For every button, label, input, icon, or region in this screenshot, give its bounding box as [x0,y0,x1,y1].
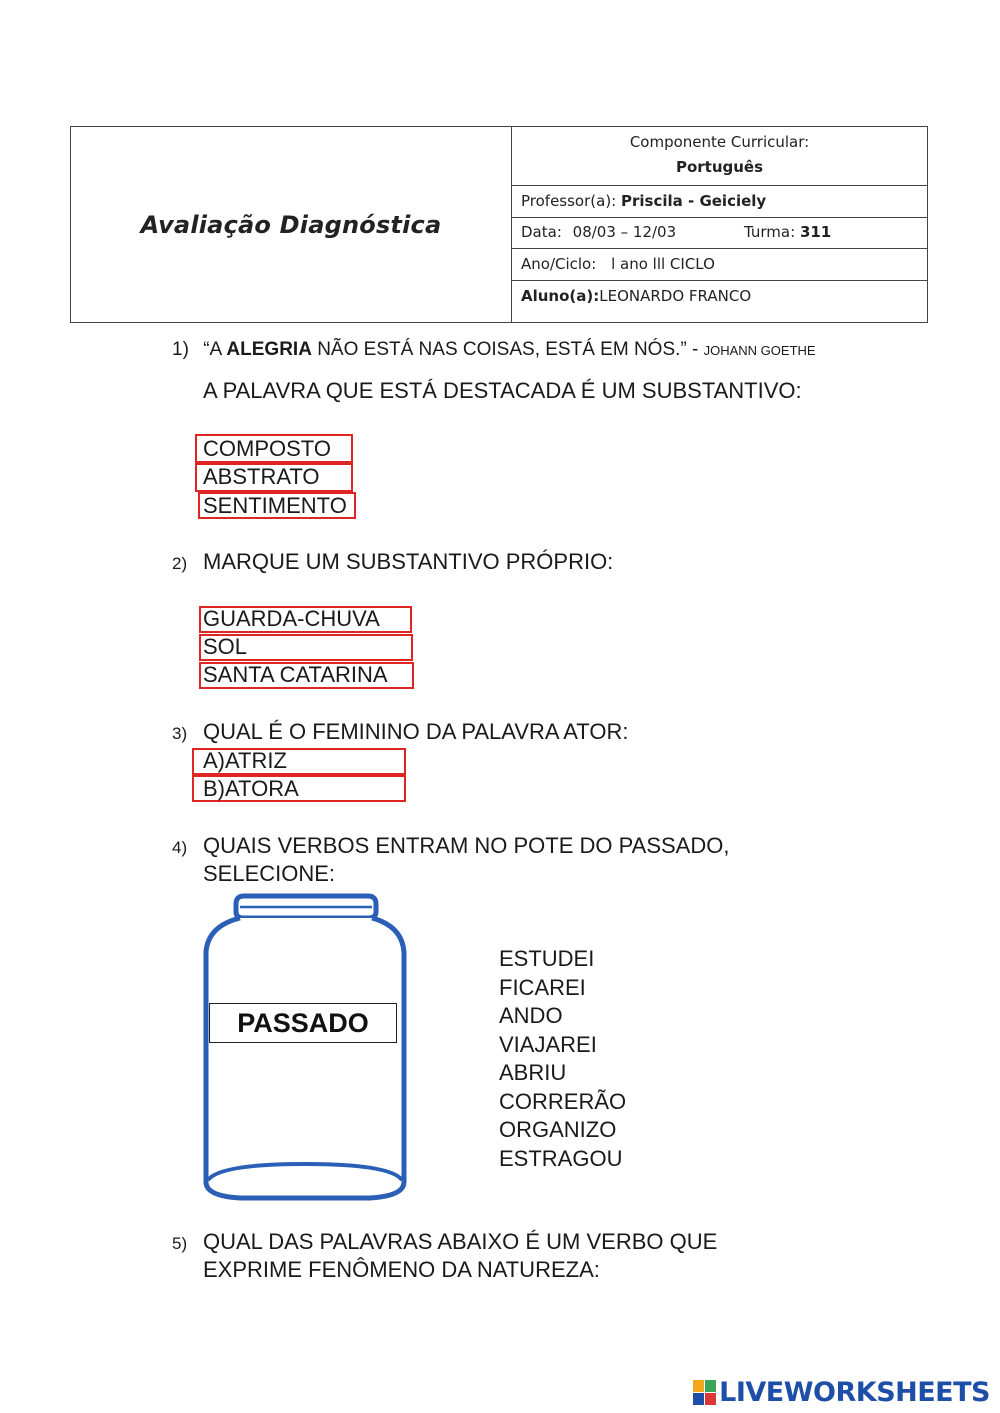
q1-author: JOHANN GOETHE [703,343,816,358]
verb-word[interactable]: ANDO [499,1003,563,1028]
turma-value: 311 [799,223,832,241]
aluno-cell [512,281,927,322]
q2-prompt: MARQUE UM SUBSTANTIVO PRÓPRIO: [203,549,614,574]
q1-dash: - [686,339,704,360]
q3-option-1: A)ATRIZ [203,748,287,773]
q4-prompt-line2: SELECIONE: [203,861,336,886]
verb-word-list [499,945,626,1173]
title-cell [71,127,512,322]
q2-option-2: SOL [203,634,248,659]
q1-option-1: COMPOSTO [203,436,331,461]
q1-prompt: A PALAVRA QUE ESTÁ DESTACADA É UM SUBSTANTIVO: [203,378,802,403]
q5-prompt-line2: EXPRIME FENÔMENO DA NATUREZA: [203,1257,600,1282]
ano-cell [512,249,927,281]
jar-label: PASSADO [237,1007,369,1038]
q1-quote-end: NÃO ESTÁ NAS COISAS, ESTÁ EM NÓS.” [311,339,687,360]
verb-word[interactable]: ORGANIZO [499,1117,617,1142]
q2-option-1: GUARDA-CHUVA [203,606,380,631]
page-title: Avaliação Diagnóstica [140,210,442,239]
componente-cell [512,127,927,186]
data-value: 08/03 – 12/03 [572,223,677,241]
verb-word[interactable]: FICAREI [499,974,586,1000]
q3-number: 3) [172,724,188,743]
professor-label: Professor(a): [521,192,617,210]
componente-value: Português [675,158,764,176]
verb-word[interactable]: ESTRAGOU [499,1145,623,1171]
ano-value: l ano lll CICLO [611,255,715,273]
q4-number: 4) [172,838,188,857]
q1-quote-bold: ALEGRIA [226,339,312,360]
q1-option-2: ABSTRATO [203,464,320,489]
q2-number: 2) [172,554,188,573]
q3-prompt: QUAL É O FEMININO DA PALAVRA ATOR: [203,719,629,744]
verb-word[interactable]: ESTUDEI [499,946,595,971]
componente-label: Componente Curricular: [629,133,810,151]
q2-option-3: SANTA CATARINA [203,662,388,687]
q3-option-2: B)ATORA [203,776,299,801]
q1-number: 1) [172,339,189,360]
data-label: Data: [521,223,562,241]
q1-option-3: SENTIMENTO [203,493,347,518]
header-table [70,126,928,323]
jar-icon[interactable] [200,890,410,1205]
q5-number: 5) [172,1234,188,1253]
q1-quote-line [172,339,816,361]
q4-prompt-line1: QUAIS VERBOS ENTRAM NO POTE DO PASSADO, [203,833,730,858]
professor-cell [512,186,927,218]
data-cell [512,218,927,249]
aluno-value: LEONARDO FRANCO [599,287,752,305]
professor-value: Priscila - Geiciely [621,192,767,210]
logo-text: LIVEWORKSHEETS [719,1377,990,1408]
verb-word[interactable]: ABRIU [499,1060,567,1085]
q5-prompt-line1: QUAL DAS PALAVRAS ABAIXO É UM VERBO QUE [203,1229,718,1254]
verb-word[interactable]: VIAJAREI [499,1031,597,1057]
aluno-label: Aluno(a): [521,287,600,305]
info-cells [512,127,927,322]
liveworksheets-logo [693,1377,990,1408]
jar-label-box [209,1003,397,1043]
logo-badge-icon [693,1380,717,1406]
ano-label: Ano/Ciclo: [521,255,597,273]
turma-label: Turma: [744,223,796,241]
q1-quote-start: “A [203,339,227,360]
verb-word[interactable]: CORRERÃO [499,1088,627,1114]
